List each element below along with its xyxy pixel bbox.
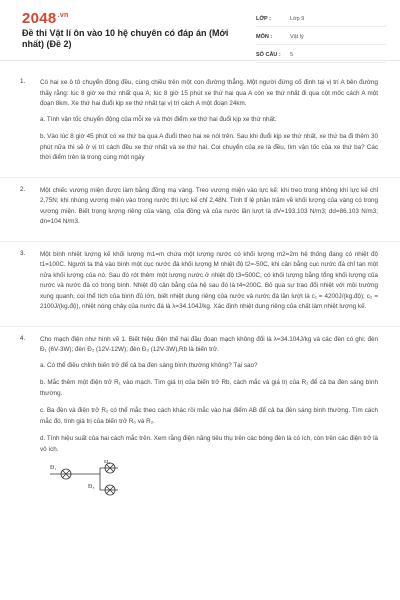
question-2 [0, 186, 400, 242]
question-part: a. Có thể điều chỉnh biến trở để cả ba đèn sáng bình thường không? Tại sao? [40, 361, 258, 369]
meta-label: SỐ CÂU : [256, 52, 281, 58]
question-1 [0, 78, 400, 178]
lamp-1-label: Đ₁ [50, 465, 57, 471]
question-part: b. Vào lúc 8 giờ 45 phút có xe thứ ba qua A đuổi theo hai xe nói trên. Sau khi đuổi kịp xe thứ nhất, xe thứ ba đi thêm 30 phút nữa thì sẽ ở vị trí cách đều xe thứ nhất và xe thứ hai. Coi chuyển của xe là đều, tìm vận tốc của xe thứ ba? Các thời điểm trên là trong cùng một ngày [40, 133, 378, 161]
question-part: d. Tính hiệu suất của hai cách mắc trên. Xem rằng điện năng tiêu thụ trên các bóng đèn là có ích, còn trên các điện trở là vô ích. [40, 435, 378, 453]
meta-label: LỚP : [256, 16, 271, 22]
question-4 [0, 335, 400, 505]
document-meta [256, 12, 386, 66]
question-list [0, 78, 400, 512]
document-header [0, 0, 400, 61]
site-logo[interactable] [22, 10, 69, 27]
logo-suffix: .vn [57, 12, 69, 19]
circuit-diagram [40, 460, 240, 496]
meta-value: 5 [290, 52, 294, 58]
logo-text: 2048 [22, 10, 57, 27]
question-3 [0, 250, 400, 327]
lamp-3-label: Đ₃ [88, 484, 95, 490]
meta-value: Vật lý [290, 34, 304, 40]
question-text: Một bình nhiệt lượng kế khối lượng m1=m chứa một lượng nước có khối lượng m2=2m hệ thống đang có nhiệt độ t1=100C. Người ta thả vào bình một cục nước đá khối lượng M nhiệt độ t2=-50C, khi cân bằng cục nước đá chỉ tan một nửa khối lượng của nó. Sau đó rót thêm một lượng nước ở nhiệt độ t3=500C, có khối lượng bằng tổng khối lượng của nước và nước đá có trong bình. Nhiệt độ cân bằng của hệ sau đó là t4=200C. Bỏ qua sự trao đổi nhiệt với môi trường xung quanh, coi thể tích của bình đủ lớn, biết nhiệt dung riêng của nước và nước đá lần lượt là c₁ = 4200J/(kg.độ); c₂ = 2100J/(kg.độ), nhiệt nóng chảy của nước đá là λ=34.104J/kg. Xác định nhiệt dung riêng của chất làm nhiệt lượng kế. [40, 250, 378, 310]
meta-row-class [256, 12, 386, 27]
question-text: Có hai xe ô tô chuyển động đều, cùng chiều trên một con đường thẳng. Một người đứng cố định tại vị trí A bên đường thấy rằng: lúc 8 giờ xe thứ nhất qua A; lúc 8 giờ 15 phút xe thứ hai qua A còn xe thứ nhất đi qua cột mốc cách A một đoạn 8km. Xe thứ hai đuổi kịp xe thứ nhất tại vị trí cách A một đoạn 24km. [40, 79, 378, 107]
question-number: 2. [20, 185, 26, 193]
question-text: Một chiếc vương miện được làm bằng đồng mạ vàng. Treo vương miện vào lực kế: khi treo trong không khí lực kế chỉ 2,75N; khi nhúng vương miện vào trong nước thì lực kế chỉ 2,48N. Tính tỉ lệ phần trăm về khối lượng của vàng có trong vương miện. Biết trọng lượng riêng của vàng, của đồng và của nước lần lượt là dV=193.103 N/m3; dd=86.103 N/m3; dn=104 N/m3. [40, 186, 378, 225]
circuit-svg [40, 460, 240, 496]
question-part: b. Mắc thêm một điện trở R₁ vào mạch. Tìm giá trị của biến trở Rb, cách mắc và giá trị của R₁ để cả ba đèn sáng bình thường. [40, 379, 378, 397]
question-text: Cho mạch điện như hình vẽ 1. Biết hiệu điện thế hai đầu đoạn mạch không đổi là λ=34.104J/kg và các đèn có ghi: đèn Đ₁ (6V-3W); đèn Đ₂ (12V-12W); đèn Đ₃ (12V-3W),Rb là biến trở. [40, 335, 378, 353]
meta-row-count [256, 48, 386, 63]
document-title: Đề thi Vật lí ôn vào 10 hệ chuyên có đáp án (Mới nhất) (Đề 2) [22, 28, 229, 49]
question-number: 4. [20, 334, 26, 342]
lamp-2-label: Đ₂ [104, 460, 111, 465]
question-number: 1. [20, 78, 26, 85]
meta-row-subject [256, 30, 386, 45]
question-part: c. Ba đèn và điện trở R₂ có thể mắc theo cách khác rồi mắc vào hai điểm AB để cả ba đèn sáng bình thường. Tìm cách mắc đó, tính giá trị của biến trở R₀ và R₂. [40, 407, 378, 425]
meta-label: MÔN : [256, 34, 273, 40]
meta-value: Lớp 9 [290, 16, 305, 22]
question-number: 3. [20, 249, 26, 257]
question-part: a. Tính vận tốc chuyển động của mỗi xe và thời điểm xe thứ hai đuổi kịp xe thứ nhất. [40, 115, 277, 123]
